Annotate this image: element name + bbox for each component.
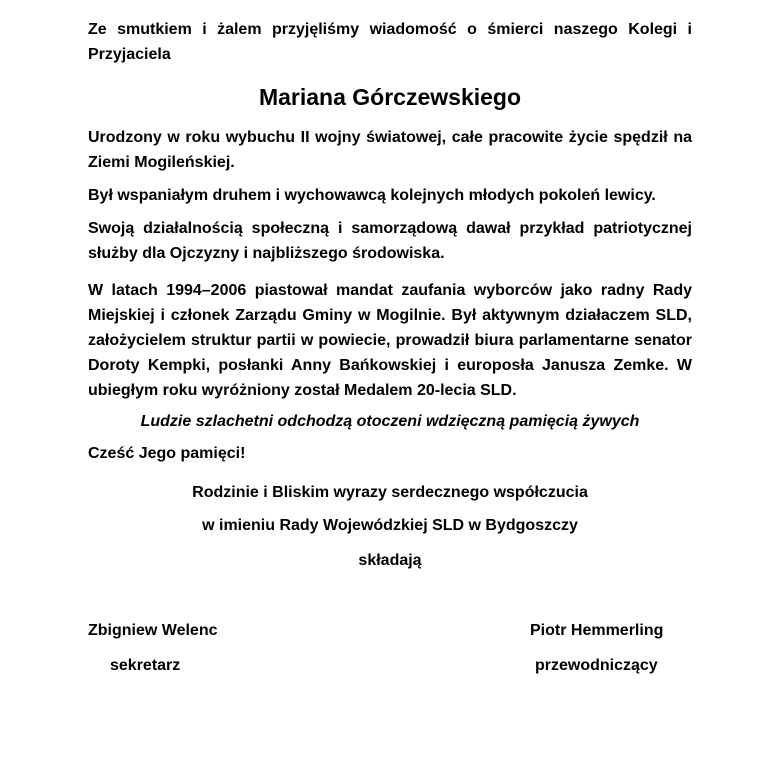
signature-names-row [88,618,692,643]
signature-right-name: Piotr Hemmerling [530,622,664,639]
signature-left-name: Zbigniew Welenc [88,622,218,639]
signature-left-role: sekretarz [110,657,181,674]
bio-paragraph-birth: Urodzony w roku wybuchu II wojny światowej, całe pracowite życie spędził na Ziemi Mogileńskiej. [88,129,692,171]
tribute-line: Cześć Jego pamięci! [88,445,246,462]
closing-line-on-behalf: w imieniu Rady Wojewódzkiej SLD w Bydgoszczy [202,517,578,534]
bio-paragraph-service: Swoją działalnością społeczną i samorządową dawał przykład patriotycznej służby dla Ojczyzny i najbliższego środowiska. [88,220,692,262]
signature-roles-row [88,653,692,678]
intro-paragraph: Ze smutkiem i żalem przyjęliśmy wiadomość o śmierci naszego Kolegi i Przyjaciela [88,21,692,63]
bio-paragraph-career: W latach 1994–2006 piastował mandat zaufania wyborców jako radny Rady Miejskiej i członek Zarządu Gminy w Mogilnie. Był aktywnym działaczem SLD, założycielem struktur partii w powiecie, prowadził biura parlamentarne senator Doroty Kempki, posłanki Anny Bańkowskiej i europosła Janusza Zemke. W ubiegłym roku wyróżniony został Medalem 20-lecia SLD. [88,282,692,399]
bio-paragraph-mentor: Był wspaniałym druhem i wychowawcą kolejnych młodych pokoleń lewicy. [88,187,656,204]
deceased-name-heading: Mariana Górczewskiego [258,84,522,110]
epitaph-line: Ludzie szlachetni odchodzą otoczeni wdzięczną pamięcią żywych [140,413,640,430]
signature-right-role: przewodniczący [535,657,658,674]
closing-line-submitted-by: składają [358,552,422,569]
closing-line-condolences: Rodzinie i Bliskim wyrazy serdecznego współczucia [192,484,588,501]
